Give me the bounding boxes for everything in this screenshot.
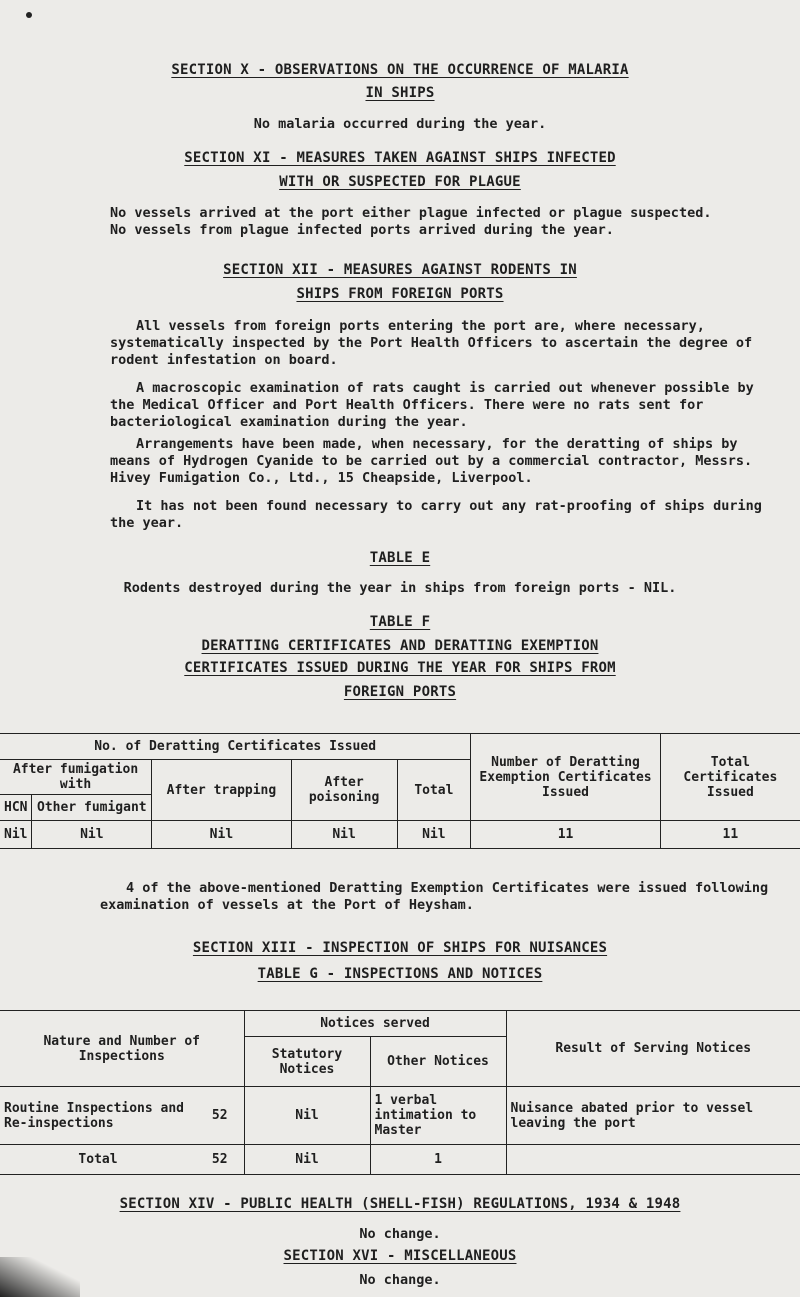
table-row	[0, 821, 800, 849]
section-10-title-1: SECTION X - OBSERVATIONS ON THE OCCURRENCE OF MALARIA	[171, 62, 629, 78]
col-header-total: Total	[397, 760, 471, 821]
col-header-total-certificates: Total Certificates Issued	[660, 734, 800, 821]
section-12-para-4: It has not been found necessary to carry out any rat-proofing of ships during the year.	[110, 498, 762, 531]
section-12-title-2: SHIPS FROM FOREIGN PORTS	[296, 286, 504, 302]
section-13-title: SECTION XIII - INSPECTION OF SHIPS FOR NUISANCES	[192, 940, 608, 956]
cell-hcn: Nil	[0, 821, 32, 849]
section-16-title: SECTION XVI - MISCELLANEOUS	[283, 1248, 517, 1264]
cell-routine-number: 52	[196, 1087, 244, 1145]
section-12-para-2: A macroscopic examination of rats caught is carried out whenever possible by the Medical Officer and Port Health Officers. There were no rats sent for bacteriological examination during the year.	[110, 380, 754, 430]
table-row	[0, 1087, 800, 1145]
table-f-note: 4 of the above-mentioned Deratting Exemption Certificates were issued following examination of vessels at the Port of Heysham.	[100, 880, 769, 913]
cell-total-certificates: 11	[660, 821, 800, 849]
cell-other-fumigant: Nil	[32, 821, 152, 849]
table-f-subtitle-2: CERTIFICATES ISSUED DURING THE YEAR FOR SHIPS FROM	[184, 660, 616, 676]
section-14-text: No change.	[359, 1226, 441, 1242]
section-10-text: No malaria occurred during the year.	[253, 116, 547, 132]
table-row	[0, 1145, 800, 1175]
table-f-title: TABLE F	[369, 614, 431, 630]
cell-routine-result: Nuisance abated prior to vessel leaving the port	[506, 1087, 800, 1145]
section-16-text: No change.	[359, 1272, 441, 1288]
section-11-title-1: SECTION XI - MEASURES TAKEN AGAINST SHIPS INFECTED	[184, 150, 616, 166]
section-11-text-1: No vessels arrived at the port either plague infected or plague suspected.	[110, 205, 712, 221]
col-header-other-notices: Other Notices	[370, 1037, 506, 1087]
section-12-para-3: Arrangements have been made, when necessary, for the deratting of ships by means of Hydrogen Cyanide to be carried out by a commercial contractor, Messrs. Hivey Fumigation Co., Ltd., 15 Cheapside, Liverpool.	[110, 436, 753, 486]
section-14-title: SECTION XIV - PUBLIC HEALTH (SHELL-FISH) REGULATIONS, 1934 & 1948	[119, 1196, 681, 1212]
col-header-poisoning: After poisoning	[291, 760, 397, 821]
scan-edge-shadow	[0, 1257, 80, 1297]
col-header-trapping: After trapping	[152, 760, 292, 821]
table-e-text: Rodents destroyed during the year in ships from foreign ports - NIL.	[123, 580, 677, 596]
table-f-subtitle-3: FOREIGN PORTS	[343, 684, 457, 700]
col-header-statutory: Statutory Notices	[244, 1037, 370, 1087]
col-header-nature: Nature and Number of Inspections	[0, 1011, 244, 1087]
col-header-result: Result of Serving Notices	[506, 1011, 800, 1087]
section-11-text-2: No vessels from plague infected ports arrived during the year.	[110, 222, 614, 238]
cell-total-label: Total	[0, 1145, 196, 1175]
cell-total-other: 1	[370, 1145, 506, 1175]
cell-poisoning: Nil	[291, 821, 397, 849]
cell-total: Nil	[397, 821, 471, 849]
col-header-other-fumigant: Other fumigant	[32, 795, 152, 821]
cell-total-result	[506, 1145, 800, 1175]
cell-routine-other: 1 verbal intimation to Master	[370, 1087, 506, 1145]
col-header-notices-served: Notices served	[244, 1011, 506, 1037]
table-g	[0, 1010, 800, 1175]
section-12-title-1: SECTION XII - MEASURES AGAINST RODENTS IN	[223, 262, 577, 278]
section-12-para-1: All vessels from foreign ports entering the port are, where necessary, systematically inspected by the Port Health Officers to ascertain the degree of rodent infestation on board.	[110, 318, 753, 368]
col-header-after-fumigation: After fumigation with	[0, 760, 152, 795]
cell-exemption: 11	[471, 821, 660, 849]
cell-trapping: Nil	[152, 821, 292, 849]
section-10-title-2: IN SHIPS	[365, 85, 435, 101]
table-g-title: TABLE G - INSPECTIONS AND NOTICES	[257, 966, 543, 982]
cell-total-statutory: Nil	[244, 1145, 370, 1175]
col-header-hcn: HCN	[0, 795, 32, 821]
cell-routine-statutory: Nil	[244, 1087, 370, 1145]
section-11-title-2: WITH OR SUSPECTED FOR PLAGUE	[279, 174, 521, 190]
cell-routine-label: Routine Inspections and Re-inspections	[0, 1087, 196, 1145]
table-e-title: TABLE E	[369, 550, 431, 566]
cell-total-number: 52	[196, 1145, 244, 1175]
table-f	[0, 733, 800, 849]
col-header-deratting: No. of Deratting Certificates Issued	[0, 734, 471, 760]
table-f-subtitle-1: DERATTING CERTIFICATES AND DERATTING EXEMPTION	[201, 638, 599, 654]
scan-mark	[26, 12, 32, 18]
col-header-exemption: Number of Deratting Exemption Certificates Issued	[471, 734, 660, 821]
